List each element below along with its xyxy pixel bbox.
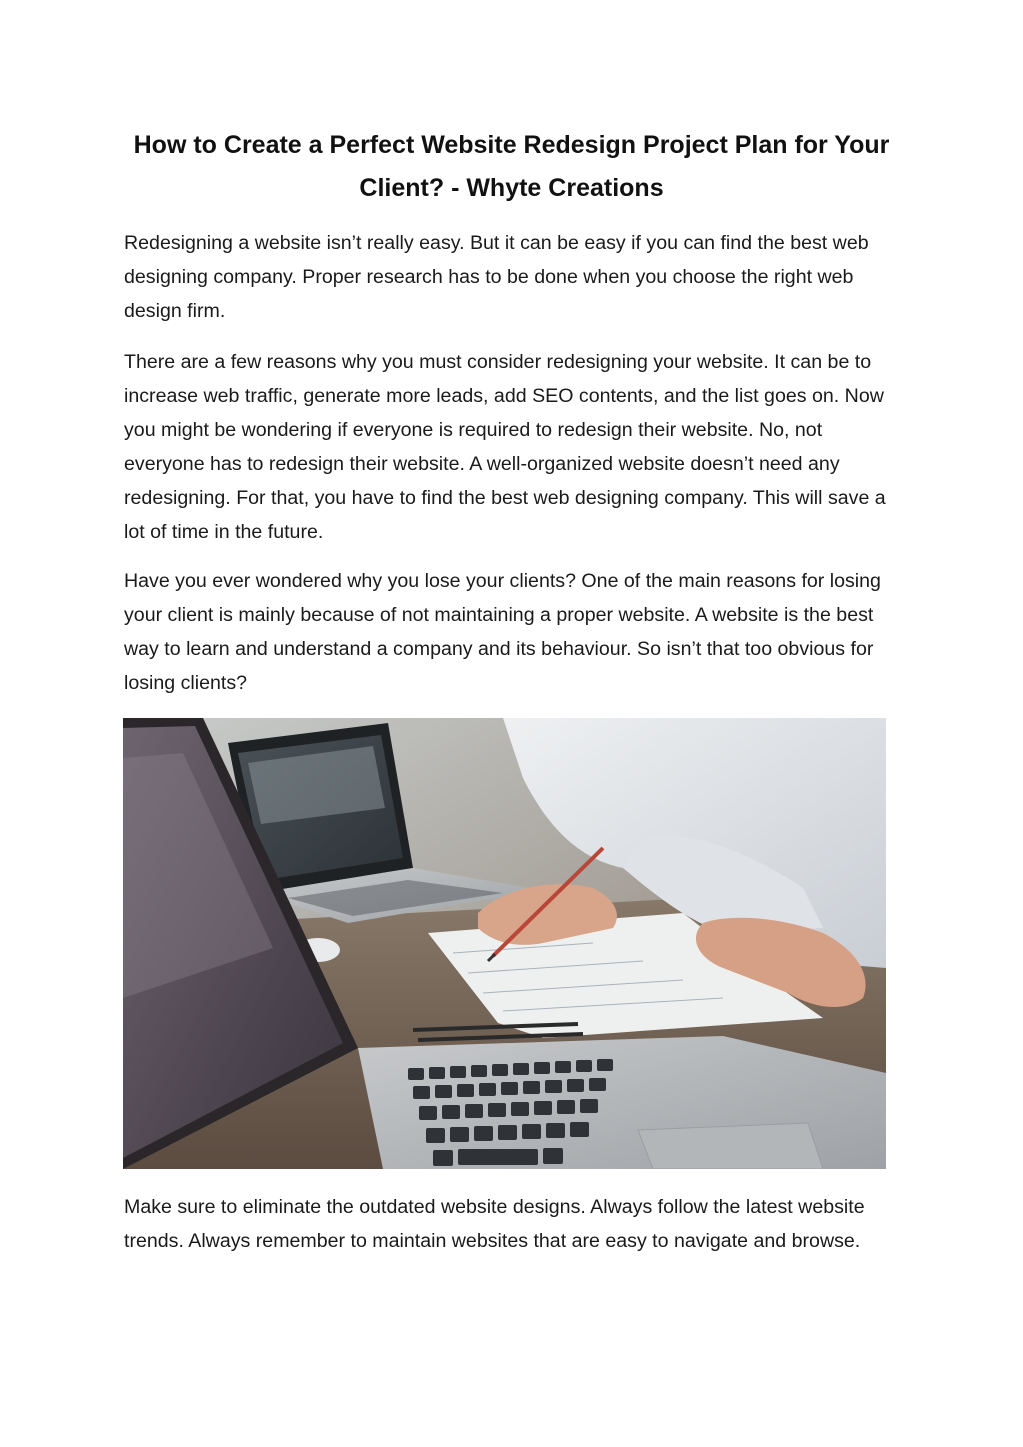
paragraph-1: Redesigning a website isn’t really easy. But it can be easy if you can find the best web designing company. Proper research has to be done when you choose the right web design firm. (124, 232, 869, 322)
document-title: How to Create a Perfect Website Redesign Project Plan for Your Client? - Whyte Creations (133, 131, 890, 202)
paragraph-3: Have you ever wondered why you lose your clients? One of the main reasons for losing your client is mainly because of not maintaining a proper website. A website is the best way to learn and understand a company and its behaviour. So isn’t that too obvious for losing clients? (124, 570, 881, 694)
laptops-desk-photo (123, 718, 886, 1169)
paragraph-2: There are a few reasons why you must consider redesigning your website. It can be to increase web traffic, generate more leads, add SEO contents, and the list goes on. Now you might be wondering if everyone is required to redesign their website. No, not everyone has to redesign their website. A well-organized website doesn’t need any redesigning. For that, you have to find the best web designing company. This will save a lot of time in the future. (124, 351, 886, 543)
paragraph-4: Make sure to eliminate the outdated website designs. Always follow the latest website trends. Always remember to maintain websites that are easy to navigate and browse. (124, 1196, 865, 1252)
